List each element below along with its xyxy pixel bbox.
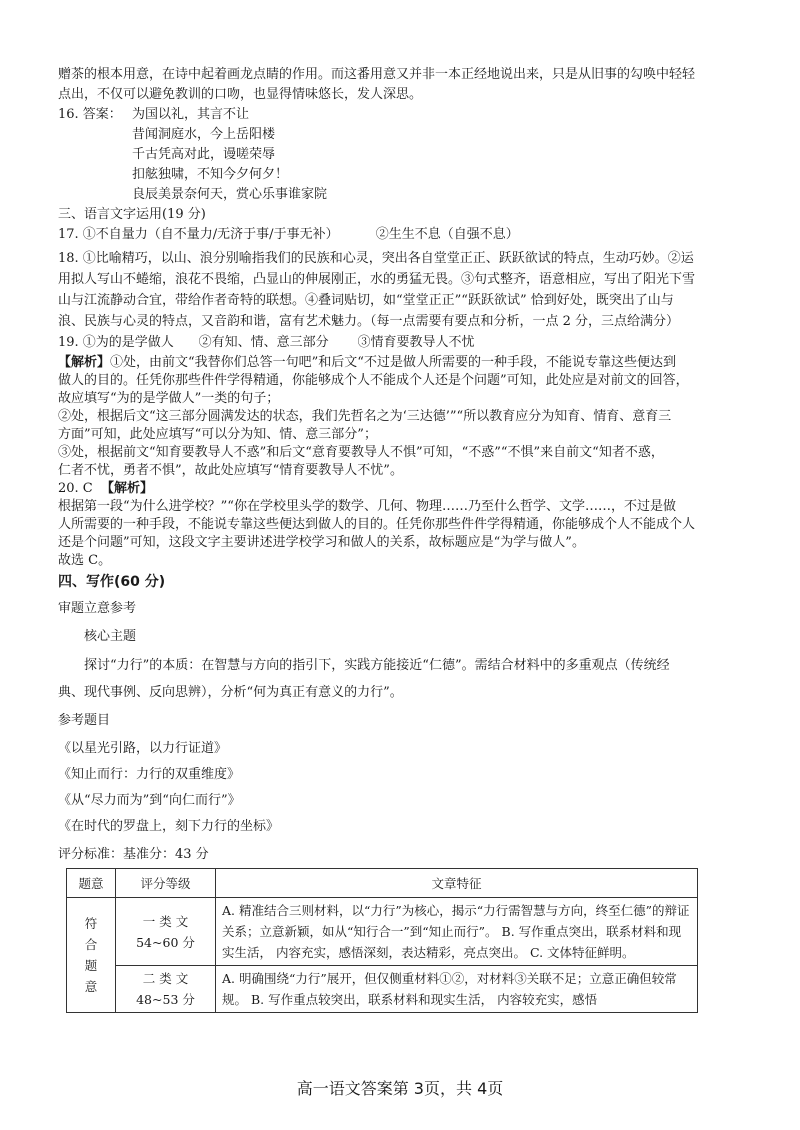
topic-4: 《在时代的罗盘上，刻下力行的坐标》 <box>58 819 280 834</box>
table-row <box>67 966 698 1013</box>
grade-range: 48~53 分 <box>136 992 195 1007</box>
topics-label: 参考题目 <box>58 713 111 728</box>
q20-answer-line <box>58 480 153 498</box>
topic-1: 《以星光引路，以力行证道》 <box>58 741 228 756</box>
core-text-line-2: 典、现代事例、反向思辨），分析“何为真正有意义的力行”。 <box>58 685 403 700</box>
q20-analysis-line-4: 故选 C。 <box>58 553 112 568</box>
q16-line-2: 昔闻洞庭水，今上岳阳楼 <box>132 127 276 142</box>
q16-line-4: 扣舷独啸，不知今夕何夕！ <box>132 167 289 182</box>
q20-analysis-line-3: 还是个问题”可知，这段文字主要讲述进学校学习和做人的关系，故标题应是“为学与做人”。 <box>58 535 585 550</box>
core-theme-label: 核心主题 <box>84 629 137 644</box>
q19-analysis-line-1 <box>58 354 676 372</box>
q19-analysis-line-7: 仁者不忧，勇者不惧”，故此处应填写“情育要教导人不忧”。 <box>58 463 403 478</box>
writing-ref-title: 审题立意参考 <box>58 601 137 616</box>
topic-3: 《从“尽力而为”到“向仁而行”》 <box>58 793 241 808</box>
q19-analysis-line-5: 方面”可知，此处应填写“可以分为知、情、意三部分”； <box>58 427 377 442</box>
table-row <box>67 898 698 966</box>
q20-answer: 20. C <box>58 481 102 496</box>
topic-2: 《知止而行：力行的双重维度》 <box>58 767 241 782</box>
page-footer: 高一语文答案第 3页，共 4页 <box>296 1079 504 1098</box>
group-char: 意 <box>84 979 98 994</box>
group-char: 合 <box>84 937 98 952</box>
q19-analysis-text-1: ①处，由前文“我替你们总答一句吧”和后文“不过是做人所需要的一种手段，不能说专靠这些便达到 <box>110 355 676 370</box>
q17-answer: 17. ①不自量力（自不量力/无济于事/于事无补） ②生生不息（自强不息） <box>58 227 519 242</box>
q16-line-1: 为国以礼，其言不让 <box>132 107 250 122</box>
q16-label: 16. 答案： <box>58 107 122 122</box>
grade-range: 54~60 分 <box>136 934 195 950</box>
intro-line-1: 赠茶的根本用意，在诗中起着画龙点睛的作用。而这番用意又并非一本正经地说出来，只是从旧事的勾唤中轻轻 <box>58 67 696 82</box>
grade-cell <box>116 898 216 966</box>
group-label-cell <box>67 898 116 1013</box>
core-text-line-1: 探讨“力行”的本质：在智慧与方向的指引下，实践方能接近“仁德”。需结合材料中的多重观点（传统经 <box>84 658 670 673</box>
q19-answer: 19. ①为的是学做人 ②有知、情、意三部分 ③情育要教导人不忧 <box>58 335 475 350</box>
group-char: 符 <box>84 916 98 931</box>
table-header-row <box>67 869 698 898</box>
header-grade: 评分等级 <box>116 869 216 898</box>
q19-analysis-line-3: 故应填写“为的是学做人”一类的句子； <box>58 391 280 406</box>
q18-line-3: 山与江流静动合宜，带给作者奇特的联想。④叠词贴切，如“堂堂正正”“跃跃欲试” 恰到好处，既突出了山与 <box>58 293 674 308</box>
q16-line-3: 千古凭高对此，谩嗟荣辱 <box>132 147 276 162</box>
q19-analysis-line-2: 做人的目的。任凭你那些件件学得精通，你能够成个人不能成个人还是个问题”可知，此处应是对前文的回答， <box>58 373 689 388</box>
intro-line-2: 点出，不仅可以避免教训的口吻，也显得情味悠长，发人深思。 <box>58 87 423 102</box>
section3-heading: 三、语言文字运用(19 分) <box>58 207 206 222</box>
q20-analysis-line-2: 人所需要的一种手段，不能说专靠这些便达到做人的目的。任凭你那些件件学得精通，你能够成个人不能成个人 <box>58 517 696 532</box>
section4-heading: 四、写作(60 分) <box>58 574 166 590</box>
q20-analysis-label: 【解析】 <box>101 481 154 496</box>
header-topic: 题意 <box>67 869 116 898</box>
score-standard: 评分标准：基准分：43 分 <box>58 847 209 862</box>
q18-line-4: 浪、民族与心灵的特点，又音韵和谐，富有艺术魅力。（每一点需要有要点和分析，一点 2 分，三点给满分） <box>58 314 680 329</box>
q16-line-5: 良辰美景奈何天，赏心乐事谁家院 <box>132 187 328 202</box>
q18-line-2: 用拟人写山不蜷缩，浪花不畏缩，凸显山的伸展刚正，水的勇猛无畏。③句式整齐，语意相应，写出了阳光下雪 <box>58 272 696 287</box>
feature-cell: A. 明确围绕“力行”展开，但仅侧重材料①②，对材料③关联不足；立意正确但较常规。 B. 写作重点较突出，联系材料和现实生活， 内容较充实，感悟 <box>216 966 698 1013</box>
group-char: 题 <box>84 958 98 973</box>
grade-cell <box>116 966 216 1013</box>
grading-table <box>66 868 698 1013</box>
q19-analysis-line-6: ③处，根据前文“知育要教导人不惑”和后文“意育要教导人不惧”可知，“不惑”“不惧”来自前文“知者不惑， <box>58 445 664 460</box>
q20-analysis-line-1: 根据第一段“为什么进学校？”“你在学校里头学的数学、几何、物理……乃至什么哲学、文学……，不过是做 <box>58 499 676 514</box>
header-feature: 文章特征 <box>216 869 698 898</box>
q19-analysis-line-4: ②处，根据后文“这三部分圆满发达的状态，我们先哲名之为‘三达德’”“所以教育应分为知育、情育、意育三 <box>58 409 672 424</box>
q19-analysis-label: 【解析】 <box>58 355 111 370</box>
feature-cell: A. 精准结合三则材料，以“力行”为核心，揭示“力行需智慧与方向，终至仁德”的辩证关系；立意新颖，如从“知行合一”到“知止而行”。 B. 写作重点突出，联系材料和现实生活， 内容充实，感悟深刻，表达精彩，亮点突出。 C. 文体特征鲜明。 <box>216 898 698 966</box>
q18-line-1: 18. ①比喻精巧，以山、浪分别喻指我们的民族和心灵，突出各自堂堂正正、跃跃欲试的特点，生动巧妙。②运 <box>58 251 694 266</box>
grade-level: 一 类 文 <box>142 913 189 929</box>
grade-level: 二 类 文 <box>142 971 189 986</box>
